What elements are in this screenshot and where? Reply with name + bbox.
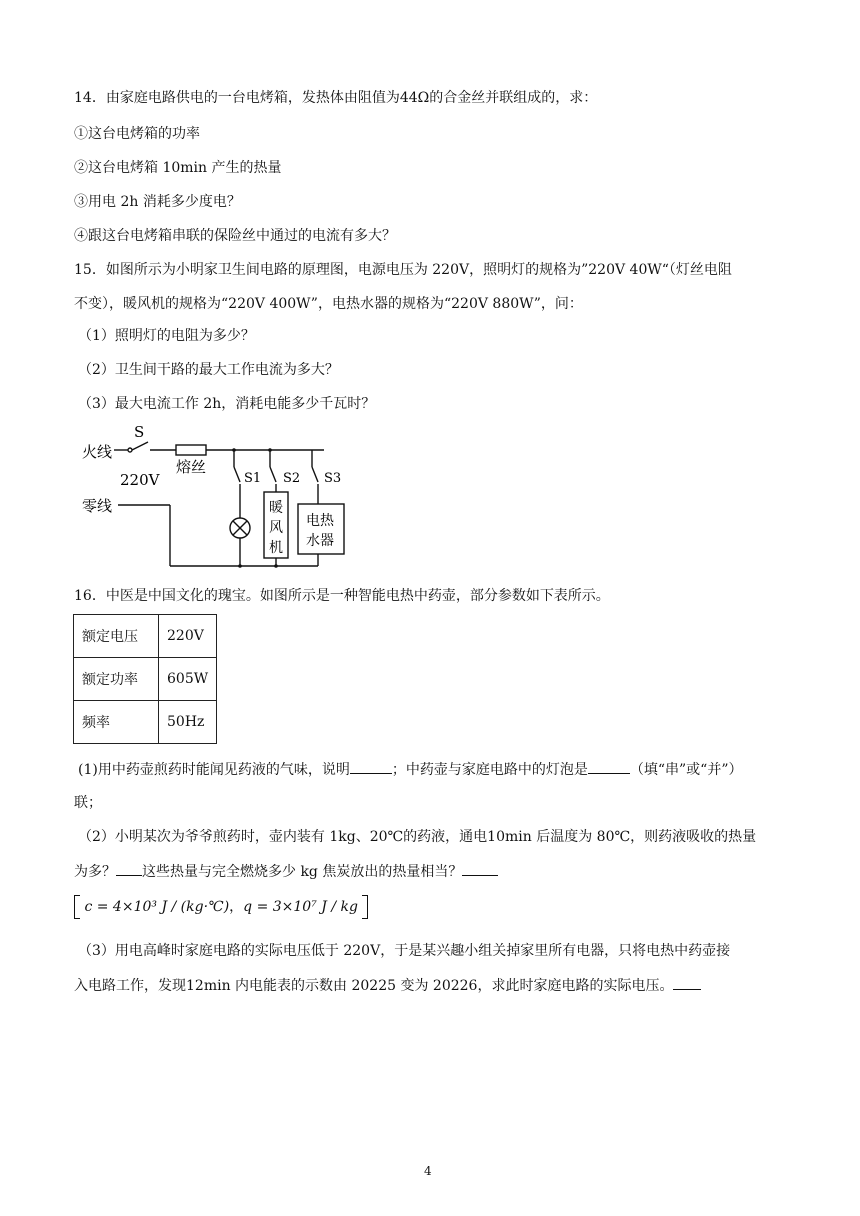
spec-key: 额定功率 [74, 658, 159, 701]
q16-part2-text-b: 这些热量与完全燃烧多少 kg 焦炭放出的热量相当？ [142, 864, 463, 880]
main-switch-label: S [134, 424, 145, 441]
heat-value-formula: q = 3×10⁷ J / kg [243, 899, 358, 915]
voltage-label: 220V [120, 471, 160, 489]
q15-stem-line-1: 15．如图所示为小明家卫生间电路的原理图，电源电压为 220V，照明灯的规格为”220V 40W“（灯丝电阻 [74, 262, 732, 278]
answer-blank[interactable] [350, 759, 392, 774]
q14-item-4: ④跟这台电烤箱串联的保险丝中通过的电流有多大？ [74, 228, 396, 244]
circuit-diagram [78, 424, 358, 574]
q14-item-2: ②这台电烤箱 10min 产生的热量 [74, 160, 282, 176]
q16-part1-line2: 联； [74, 795, 102, 811]
switch-s2-label: S2 [283, 471, 301, 486]
live-wire-label: 火线 [82, 443, 113, 461]
spec-table [73, 614, 217, 744]
boiler-label-2: 水器 [306, 533, 334, 549]
constants-formula [74, 893, 368, 921]
q16-part3-line1: （3）用电高峰时家庭电路的实际电压低于 220V，于是某兴趣小组关掉家里所有电器，只将电热中药壶接 [78, 943, 731, 959]
spec-value: 220V [159, 615, 217, 658]
q16-part1-text-a: (1)用中药壶煎药时能闻见药液的气味，说明 [78, 762, 350, 778]
bracket-left [74, 895, 80, 919]
q16-part1-text-c: （填“串”或“并”） [629, 762, 743, 778]
specific-heat-formula: c = 4×10³ J / (kg·℃) [84, 899, 230, 915]
fuse-label: 熔丝 [176, 458, 207, 476]
q16-part3-line2 [74, 975, 701, 996]
q16-part1-line1 [78, 759, 742, 780]
q16-part1-text-b: ；中药壶与家庭电路中的灯泡是 [391, 762, 588, 778]
neutral-wire-label: 零线 [82, 497, 113, 515]
q16-part2-text-a: 为多？ [74, 864, 116, 880]
table-row [74, 701, 217, 744]
table-row [74, 658, 217, 701]
heater-label-3: 机 [269, 540, 283, 556]
q15-stem-line-2: 不变），暖风机的规格为“220V 400W”，电热水器的规格为“220V 880W”，问： [74, 296, 583, 312]
heater-label-1: 暖 [269, 500, 283, 516]
q15-item-2: （2）卫生间干路的最大工作电流为多大？ [78, 362, 339, 378]
spec-value: 605W [159, 658, 217, 701]
answer-blank[interactable] [116, 861, 142, 876]
spec-key: 频率 [74, 701, 159, 744]
q15-item-3: （3）最大电流工作 2h，消耗电能多少千瓦时？ [78, 396, 376, 412]
formula-separator: ， [229, 899, 244, 915]
switch-s3-label: S3 [324, 471, 342, 486]
heater-label-2: 风 [269, 520, 283, 536]
q16-part2-line2 [74, 861, 498, 882]
switch-s1-label: S1 [244, 471, 262, 486]
boiler-label-1: 电热 [306, 513, 334, 529]
answer-blank[interactable] [462, 861, 498, 876]
table-row [74, 615, 217, 658]
q16-stem: 16．中医是中国文化的瑰宝。如图所示是一种智能电热中药壶，部分参数如下表所示。 [74, 588, 610, 604]
q15-item-1: （1）照明灯的电阻为多少？ [78, 328, 255, 344]
spec-value: 50Hz [159, 701, 217, 744]
spec-key: 额定电压 [74, 615, 159, 658]
answer-blank[interactable] [673, 975, 701, 990]
q16-part2-line1: （2）小明某次为爷爷煎药时，壶内装有 1kg、20℃的药液，通电10min 后温度为 80℃，则药液吸收的热量 [78, 829, 757, 845]
page-number: 4 [424, 1164, 432, 1178]
q14-item-1: ①这台电烤箱的功率 [74, 126, 200, 142]
q14-stem: 14．由家庭电路供电的一台电烤箱，发热体由阻值为44Ω的合金丝并联组成的，求： [74, 90, 598, 106]
q16-part3-text: 入电路工作，发现12min 内电能表的示数由 20225 变为 20226，求此时家庭电路的实际电压。 [74, 978, 674, 994]
answer-blank[interactable] [588, 759, 630, 774]
bracket-right [362, 895, 368, 919]
q14-item-3: ③用电 2h 消耗多少度电？ [74, 194, 241, 210]
